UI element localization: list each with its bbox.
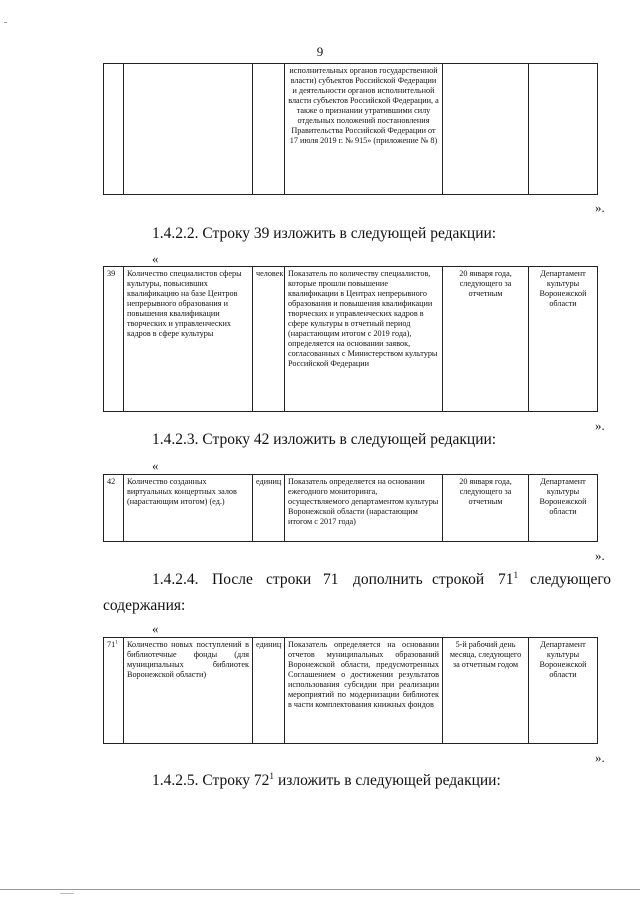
cell-term: 5-й рабочий день месяца, следующего за отчетным годом: [443, 638, 529, 744]
table-row-42: [103, 474, 598, 542]
cell-indicator-name: Количество специалистов сферы культуры, повысивших квалификацию на базе Центров непрерывного образования и повышения квалификации творческих и управленческих кадров в сфере культуры: [124, 267, 253, 412]
section-heading-1-4-2-5: [152, 772, 501, 790]
table-continuation: [103, 63, 598, 195]
word: 71: [323, 571, 339, 588]
cell-method: Показатель по количеству специалистов, которые прошли повышение квалификации в Центрах непрерывного образования и повышения квалификации творческих и управленческих кадров в сфере культуры в отчетный период (нарастающим итогом с 2019 года), определяется на основании заявок, согласованных с Министерством культуры Российской Федерации: [285, 267, 443, 412]
cell-row-number: 42: [104, 475, 124, 542]
open-quote: «: [152, 621, 159, 636]
superscript: 1: [269, 771, 275, 782]
cell-empty: [443, 64, 529, 195]
close-quote: ».: [595, 200, 605, 215]
cell-row-number: [104, 638, 124, 744]
cell-empty: [104, 64, 124, 195]
cell-empty: [124, 64, 253, 195]
paragraph-line-2: содержания:: [103, 597, 186, 614]
page-number: 9: [316, 44, 324, 59]
cell-term: 20 января года, следующего за отчетным: [443, 475, 529, 542]
cell-responsible: Департамент культуры Воронежской области: [529, 638, 598, 744]
cell-method: Показатель определяется на основании ежегодного мониторинга, осуществляемого департаментом культуры Воронежской области (нарастающим итогом с 2017 года): [285, 475, 443, 542]
superscript: 1: [513, 570, 519, 581]
cell-empty: [253, 64, 285, 195]
table-row-39: [103, 266, 598, 412]
word: следующего: [530, 571, 612, 588]
cell-method-continued: исполнительных органов государственной власти) субъектов Российской Федерации и деятельности органов исполнительной власти субъектов Российской Федерации, а также о признании утратившими силу отдельных положений постановления Правительства Российской Федерации от 17 июля 2019 г. № 915» (приложение № 8): [285, 64, 443, 195]
open-quote: «: [152, 458, 159, 473]
heading-text: изложить в следующей редакции:: [274, 772, 501, 789]
close-quote: ».: [595, 548, 605, 563]
word-with-superscript: [498, 571, 518, 589]
cell-indicator-name: Количество новых поступлений в библиотечные фонды (для муниципальных библиотек Воронежской области): [124, 638, 253, 744]
cell-empty: [529, 64, 598, 195]
cell-unit: человек: [253, 267, 285, 412]
cell-responsible: Департамент культуры Воронежской области: [529, 267, 598, 412]
word: 71: [498, 571, 514, 588]
cell-row-number: 39: [104, 267, 124, 412]
section-heading-1-4-2-2: 1.4.2.2. Строку 39 изложить в следующей редакции:: [152, 225, 497, 242]
superscript: 1: [115, 640, 118, 646]
open-quote: «: [152, 251, 159, 266]
close-quote: ».: [595, 750, 605, 765]
word: дополнить: [353, 571, 423, 588]
cell-unit: единиц: [253, 638, 285, 744]
cell-responsible: Департамент культуры Воронежской области: [529, 475, 598, 542]
row-number: 71: [107, 640, 116, 649]
cell-method: Показатель определяется на основании отчетов муниципальных образований Воронежской области, предусмотренных Соглашением о достижении результатов использования субсидии при реализации мероприятий по модернизации библиотек в части комплектования книжных фондов: [285, 638, 443, 744]
word: 1.4.2.4.: [152, 571, 199, 588]
page-bottom-mark: [60, 893, 74, 894]
edge-mark: [4, 22, 7, 23]
word: строкой: [432, 571, 485, 588]
close-quote: ».: [595, 418, 605, 433]
table-row-71-1: [103, 637, 598, 744]
word: строки: [266, 571, 312, 588]
page-bottom-line: [0, 889, 640, 890]
cell-indicator-name: Количество созданных виртуальных концертных залов (нарастающим итогом) (ед.): [124, 475, 253, 542]
heading-text: 1.4.2.5. Строку 72: [152, 772, 270, 789]
cell-term: 20 января года, следующего за отчетным: [443, 267, 529, 412]
section-heading-1-4-2-3: 1.4.2.3. Строку 42 изложить в следующей редакции:: [152, 431, 497, 448]
cell-unit: единиц: [253, 475, 285, 542]
word: После: [212, 571, 253, 588]
